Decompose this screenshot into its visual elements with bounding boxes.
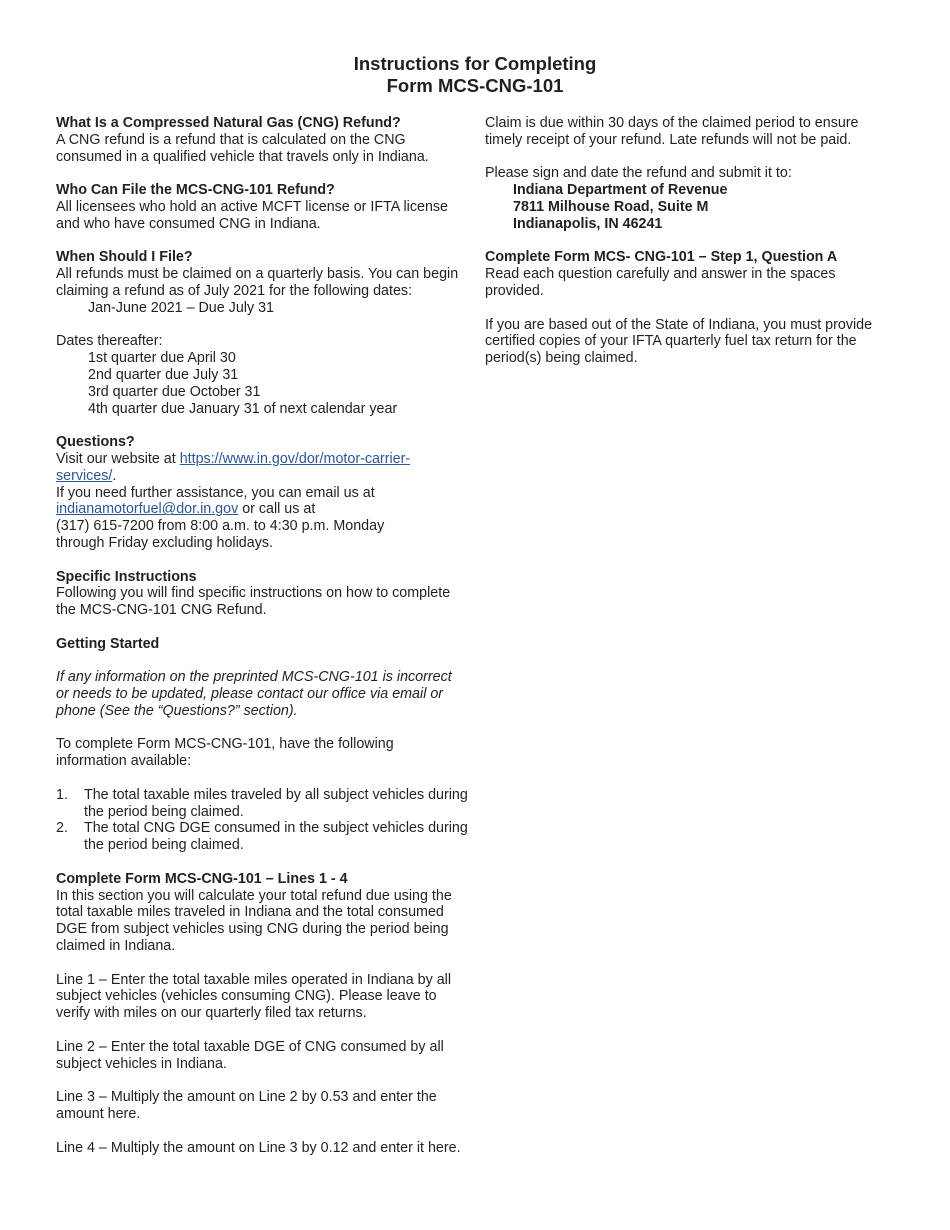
call-text: or call us at — [238, 501, 316, 518]
section-heading: When Should I File? — [56, 249, 193, 266]
line-4-text: Line 4 – Multiply the amount on Line 3 by 0.12 and enter it here. — [56, 1139, 461, 1156]
list-item — [56, 820, 468, 854]
list-number: 2. — [56, 820, 68, 837]
list-item: 3rd quarter due October 31 — [88, 383, 261, 400]
required-info-list — [56, 787, 468, 854]
line-1-text: Line 1 – Enter the total taxable miles operated in Indiana by all subject vehicles (vehicles consuming CNG). Please leave to verify with miles on our quarterly filed tax returns. — [56, 971, 452, 1022]
list-text: The total taxable miles traveled by all subject vehicles during the period being claimed. — [84, 786, 468, 820]
section-heading: Questions? — [56, 434, 135, 451]
list-item: 2nd quarter due July 31 — [88, 366, 239, 383]
address-line-2: 7811 Milhouse Road, Suite M — [513, 198, 709, 215]
ifta-paragraph — [485, 317, 897, 367]
title-line-2: Form MCS-CNG-101 — [386, 75, 564, 96]
email-link[interactable]: indianamotorfuel@dor.in.gov — [56, 501, 239, 518]
first-due-date: Jan-June 2021 – Due July 31 — [88, 299, 274, 316]
hours-line: through Friday excluding holidays. — [56, 534, 273, 551]
section-heading: Getting Started — [56, 635, 160, 652]
dates-thereafter-label: Dates thereafter: — [56, 333, 163, 350]
ifta-text: If you are based out of the State of Indiana, you must provide certified copies of your IFTA quarterly fuel tax return for the period(s) being claimed. — [485, 316, 873, 367]
phone-line: (317) 615-7200 from 8:00 a.m. to 4:30 p.m. Monday — [56, 518, 385, 535]
section-heading: What Is a Compressed Natural Gas (CNG) Refund? — [56, 115, 401, 131]
info-intro-block — [56, 736, 468, 770]
section-heading: Who Can File the MCS-CNG-101 Refund? — [56, 182, 335, 199]
line-1-instruction — [56, 972, 468, 1022]
address-line-1: Indiana Department of Revenue — [513, 182, 728, 199]
email-line — [56, 501, 468, 518]
section-heading: Complete Form MCS-CNG-101 – Lines 1 - 4 — [56, 870, 348, 887]
title-line-1: Instructions for Completing — [353, 53, 597, 74]
info-intro: To complete Form MCS-CNG-101, have the following information available: — [56, 736, 394, 770]
italic-note: If any information on the preprinted MCS-CNG-101 is incorrect or needs to be updated, please contact our office via email or phone (See the “Questions?” section). — [56, 669, 452, 719]
section-lines-1-4 — [56, 871, 468, 955]
visit-suffix: . — [112, 467, 117, 484]
left-column — [56, 115, 468, 1173]
section-body: Read each question carefully and answer in the spaces provided. — [485, 266, 836, 299]
page-title — [0, 53, 950, 97]
assist-text: If you need further assistance, you can email us at — [56, 484, 375, 501]
section-body: In this section you will calculate your total refund due using the total taxable miles traveled in Indiana and the total consumed DGE from subject vehicles using CNG during the period being claimed in Indiana. — [56, 887, 452, 955]
claim-due-paragraph — [485, 115, 897, 149]
submit-intro: Please sign and date the refund and submit it to: — [485, 165, 792, 182]
section-heading: Specific Instructions — [56, 568, 197, 585]
claim-text: Claim is due within 30 days of the claimed period to ensure timely receipt of your refund. Late refunds will not be paid. — [485, 115, 859, 148]
list-item — [56, 787, 468, 821]
section-body: A CNG refund is a refund that is calculated on the CNG consumed in a qualified vehicle that travels only in Indiana. — [56, 131, 429, 165]
section-when-to-file — [56, 249, 468, 316]
section-heading: Complete Form MCS- CNG-101 – Step 1, Question A — [485, 249, 838, 266]
section-specific-instructions — [56, 569, 468, 619]
address-line-3: Indianapolis, IN 46241 — [513, 215, 663, 232]
list-item: 4th quarter due January 31 of next calendar year — [88, 400, 398, 417]
section-who-can-file — [56, 182, 468, 232]
visit-prefix: Visit our website at — [56, 450, 180, 467]
visit-website-line — [56, 451, 468, 485]
section-questions — [56, 434, 468, 552]
section-getting-started — [56, 636, 468, 653]
line-2-instruction — [56, 1039, 468, 1073]
getting-started-note — [56, 669, 468, 719]
section-body: Following you will find specific instructions on how to complete the MCS-CNG-101 CNG Refund. — [56, 585, 451, 619]
section-body: All refunds must be claimed on a quarterly basis. You can begin claiming a refund as of July 2021 for the following dates: — [56, 266, 459, 299]
website-link[interactable]: https://www.in.gov/dor/motor-carrier-services/ — [56, 450, 411, 484]
submit-address-block — [485, 165, 897, 232]
section-dates-thereafter — [56, 333, 468, 417]
section-what-is-cng-refund — [56, 115, 468, 165]
list-text: The total CNG DGE consumed in the subject vehicles during the period being claimed. — [84, 820, 468, 854]
line-2-text: Line 2 – Enter the total taxable DGE of CNG consumed by all subject vehicles in Indiana. — [56, 1038, 444, 1072]
section-body: All licensees who hold an active MCFT license or IFTA license and who have consumed CNG in Indiana. — [56, 198, 449, 232]
right-column — [485, 115, 897, 384]
list-item: 1st quarter due April 30 — [88, 350, 236, 367]
list-number: 1. — [56, 786, 68, 803]
line-4-instruction — [56, 1140, 468, 1157]
section-step-1 — [485, 249, 897, 299]
line-3-instruction — [56, 1089, 468, 1123]
line-3-text: Line 3 – Multiply the amount on Line 2 by 0.53 and enter the amount here. — [56, 1089, 437, 1123]
